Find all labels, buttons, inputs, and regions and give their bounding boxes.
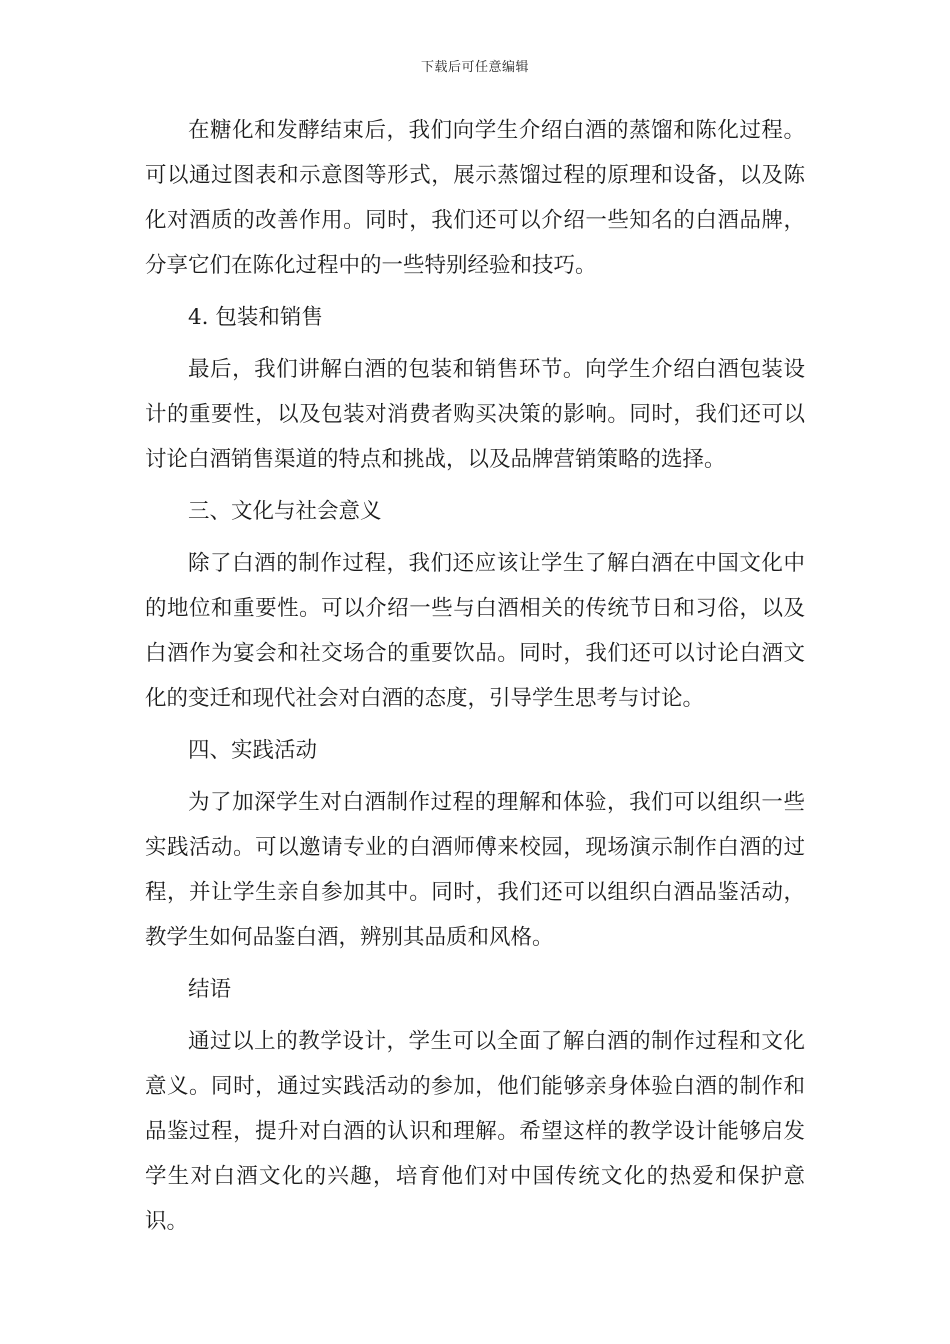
header-note: 下载后可任意编辑: [420, 60, 529, 75]
paragraph-practice-activities: 为了加深学生对白酒制作过程的理解和体验，我们可以组织一些实践活动。可以邀请专业的白酒师傅来校园，现场演示制作白酒的过程，并让学生亲自参加其中。同时，我们还可以组织白酒品鉴活动，教学生如何品鉴白酒，辨别其品质和风格。: [145, 790, 805, 950]
heading-packaging-sales: 4. 包装和销售: [188, 305, 323, 330]
paragraph-distillation: 在糖化和发酵结束后，我们向学生介绍白酒的蒸馏和陈化过程。可以通过图表和示意图等形式，展示蒸馏过程的原理和设备，以及陈化对酒质的改善作用。同时，我们还可以介绍一些知名的白酒品牌，分享它们在陈化过程中的一些特别经验和技巧。: [145, 118, 805, 278]
document-body: [145, 108, 805, 1251]
heading-cultural-significance: 三、文化与社会意义: [188, 499, 382, 524]
paragraph-conclusion: 通过以上的教学设计，学生可以全面了解白酒的制作过程和文化意义。同时，通过实践活动的参加，他们能够亲身体验白酒的制作和品鉴过程，提升对白酒的认识和理解。希望这样的教学设计能够启发学生对白酒文化的兴趣，培育他们对中国传统文化的热爱和保护意识。: [145, 1029, 805, 1234]
paragraph-packaging-sales: 最后，我们讲解白酒的包装和销售环节。向学生介绍白酒包装设计的重要性，以及包装对消费者购买决策的影响。同时，我们还可以讨论白酒销售渠道的特点和挑战，以及品牌营销策略的选择。: [145, 357, 805, 472]
heading-conclusion: 结语: [188, 977, 232, 1002]
paragraph-cultural-significance: 除了白酒的制作过程，我们还应该让学生了解白酒在中国文化中的地位和重要性。可以介绍一些与白酒相关的传统节日和习俗，以及白酒作为宴会和社交场合的重要饮品。同时，我们还可以讨论白酒文化的变迁和现代社会对白酒的态度，引导学生思考与讨论。: [145, 551, 805, 711]
heading-practice-activities: 四、实践活动: [188, 738, 318, 763]
